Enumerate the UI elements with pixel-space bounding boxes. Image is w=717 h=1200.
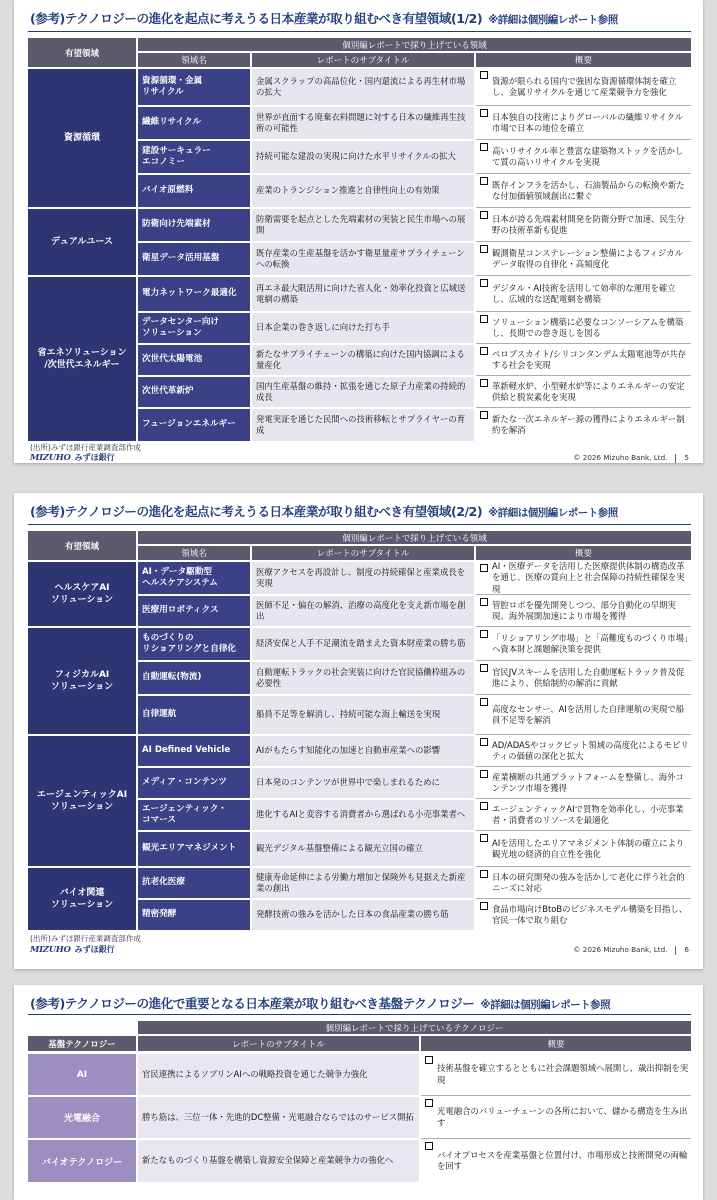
overview-text: 観測衛星コンステレーション整備によるフィジカルデータ取得の自律化・高頻度化 <box>492 247 684 269</box>
checkbox-bullet-icon <box>480 564 488 572</box>
mizuho-logo: MIZUHO みずほ銀行 <box>30 944 115 955</box>
page-number: 6 <box>684 945 689 954</box>
overview-cell <box>476 107 691 139</box>
slide-tech <box>14 985 703 1200</box>
header-overview: 概要 <box>476 546 691 560</box>
row-divider <box>476 798 691 799</box>
report-subtitle: 発電実証を通じた民間への技術移転とサプライヤーの育成 <box>252 409 474 441</box>
checkbox-bullet-icon <box>480 802 488 810</box>
overview-cell <box>476 868 691 898</box>
overview-text: バイオプロセスを産業基盤と位置付け、市場形成と技術開発の両輪を回す <box>437 1149 688 1171</box>
field-name: エージェンティック・ コマース <box>138 800 250 830</box>
category-cell: デュアルユース <box>28 209 136 275</box>
report-subtitle: 日本発のコンテンツが世界中で楽しまれるために <box>252 768 474 798</box>
checkbox-bullet-icon <box>480 245 488 253</box>
row-divider <box>476 241 691 242</box>
overview-cell <box>476 243 691 275</box>
report-subtitle: 医師不足・偏在の解消、治療の高度化を支え新市場を創出 <box>252 596 474 626</box>
overview-text: 官民JVスキームを活用した自動運転トラック普及促進により、供給制約の解消に貢献 <box>492 666 685 688</box>
checkbox-bullet-icon <box>480 738 488 746</box>
overview-text: 既存インフラを活かし、石油製品からの転換や新たな付加価値領域創出に繋ぐ <box>492 179 685 201</box>
row-divider <box>421 1138 691 1139</box>
checkbox-bullet-icon <box>480 71 488 79</box>
field-name: ものづくりの リショアリングと自律化 <box>138 628 250 660</box>
overview-text: 高度なセンサー、AIを活用した自律運航の実現で船員不足等を解消 <box>492 703 685 725</box>
row-divider <box>476 694 691 695</box>
row-divider <box>476 139 691 140</box>
report-subtitle: 防衛需要を起点とした先端素材の実装と民生市場への展開 <box>252 209 474 241</box>
report-subtitle: 世界が直面する廃棄衣料問題に対する日本の繊維再生技術の可能性 <box>252 107 474 139</box>
checkbox-bullet-icon <box>480 279 488 287</box>
report-subtitle: 進化するAIと変容する消費者から選ばれる小売事業者へ <box>252 800 474 830</box>
report-subtitle: 新たなものづくり基盤を構築し資源安全保障と産業競争力の強化へ <box>138 1140 419 1182</box>
header-name: 領域名 <box>138 546 250 560</box>
field-name: 次世代太陽電池 <box>138 345 250 375</box>
report-subtitle: AIがもたらす知能化の加速と自動車産業への影響 <box>252 736 474 766</box>
category-cell: 資源循環 <box>28 69 136 207</box>
overview-cell <box>476 313 691 343</box>
overview-cell <box>421 1140 691 1182</box>
report-subtitle: 国内生産基盤の維持・拡張を通じた原子力産業の持続的成長 <box>252 377 474 407</box>
overview-cell <box>476 562 691 594</box>
report-subtitle: 健康寿命延伸による労働力増加と保険外も見据えた新産業の創出 <box>252 868 474 898</box>
field-name: 建設サーキュラー エコノミー <box>138 141 250 173</box>
source-note: (出所)みずほ銀行産業調査部作成 <box>30 934 141 943</box>
header-subtitle: レポートのサブタイトル <box>138 1036 419 1051</box>
report-subtitle: 再エネ最大限活用に向けた省人化・効率化投資と広域送電網の構築 <box>252 277 474 311</box>
header-field: 基盤テクノロジー <box>28 1036 136 1051</box>
field-name: データセンター向け ソリューション <box>138 313 250 343</box>
header-overview: 概要 <box>476 53 691 67</box>
field-name: 医療用ロボティクス <box>138 596 250 626</box>
overview-cell <box>476 377 691 407</box>
category-cell: ヘルスケアAI ソリューション <box>28 562 136 626</box>
header-field: 有望領域 <box>28 531 136 560</box>
category-cell: フィジカルAI ソリューション <box>28 628 136 734</box>
category-cell: バイオ関連 ソリューション <box>28 868 136 930</box>
header-field: 有望領域 <box>28 38 136 67</box>
slide-title: (参考)テクノロジーの進化で重要となる日本産業が取り組むべき基盤テクノロジー ※詳細は個別編レポート参照 <box>30 996 611 1011</box>
row-divider <box>476 898 691 899</box>
technology-name: 光電融合 <box>28 1097 136 1138</box>
overview-text: 日本が誇る先端素材開発を防衛分野で加速、民生分野の技術革新も促進 <box>492 213 685 235</box>
overview-cell <box>476 768 691 798</box>
row-divider <box>476 105 691 106</box>
overview-text: ペロブスカイト/シリコンタンデム太陽電池等が共存する社会を実現 <box>492 348 686 370</box>
row-divider <box>476 275 691 276</box>
overview-cell <box>476 209 691 241</box>
row-divider <box>476 594 691 595</box>
overview-cell <box>421 1054 691 1095</box>
overview-text: 日本の研究開発の強みを活かして老化に伴う社会的ニーズに対応 <box>492 871 685 893</box>
overview-cell <box>476 596 691 626</box>
overview-text: エージェンティックAIで買物を効率化し、小売事業者・消費者のリソースを最適化 <box>492 803 684 825</box>
report-subtitle: 医療アクセスを再設計し、制度の持続確保と産業成長を実現 <box>252 562 474 594</box>
row-divider <box>476 766 691 767</box>
report-subtitle: 日本企業の巻き返しに向けた打ち手 <box>252 313 474 343</box>
report-subtitle: 新たなサプライチェーンの構築に向けた国内協調による量産化 <box>252 345 474 375</box>
row-divider <box>476 407 691 408</box>
overview-text: AD/ADASやコックピット領域の高度化によるモビリティの価値の深化と拡大 <box>492 739 689 761</box>
checkbox-bullet-icon <box>480 698 488 706</box>
overview-text: 新たな一次エネルギー源の獲得によりエネルギー制約を解消 <box>492 413 685 435</box>
overview-text: 光電融合のバリューチェーンの各所において、儲かる構造を生み出す <box>437 1106 688 1128</box>
overview-text: デジタル・AI技術を活用して効率的な運用を確立し、広域的な送配電網を構築 <box>492 282 676 304</box>
field-name: 衛星データ活用基盤 <box>138 243 250 275</box>
mizuho-logo: MIZUHO みずほ銀行 <box>30 452 115 463</box>
checkbox-bullet-icon <box>480 347 488 355</box>
row-divider <box>476 660 691 661</box>
slide-page-6 <box>14 493 703 969</box>
overview-cell <box>476 277 691 311</box>
checkbox-bullet-icon <box>480 411 488 419</box>
report-subtitle: 官民連携によるソブリンAIへの戦略投資を通じた競争力強化 <box>138 1054 419 1095</box>
report-subtitle: 経済安保と人手不足潮流を踏まえた資本財産業の勝ち筋 <box>252 628 474 660</box>
overview-text: 技術基盤を確立するとともに社会課題領域へ展開し、歳出抑制を実現 <box>437 1063 689 1085</box>
report-subtitle: 持続可能な建設の実現に向けた水平リサイクルの拡大 <box>252 141 474 173</box>
report-subtitle: 観光デジタル基盤整備による観光立国の確立 <box>252 832 474 866</box>
overview-cell <box>476 900 691 930</box>
overview-cell <box>476 800 691 830</box>
row-divider <box>476 375 691 376</box>
overview-text: 革新軽水炉、小型軽水炉等によりエネルギーの安定供給と脱炭素化を実現 <box>492 380 685 402</box>
checkbox-bullet-icon <box>480 211 488 219</box>
checkbox-bullet-icon <box>480 598 488 606</box>
field-name: 電力ネットワーク最適化 <box>138 277 250 311</box>
overview-cell <box>476 409 691 441</box>
overview-text: 日本独自の技術によりグローバルの繊維リサイクル市場で日本の地位を確立 <box>492 111 684 133</box>
checkbox-bullet-icon <box>480 902 488 910</box>
title-rule <box>28 524 691 525</box>
category-cell: エージェンティックAI ソリューション <box>28 736 136 866</box>
checkbox-bullet-icon <box>480 770 488 778</box>
row-divider <box>476 173 691 174</box>
overview-cell <box>476 696 691 734</box>
overview-text: 「リショアリング市場」と「高難度ものづくり市場」へ資本財と課題解決策を提供 <box>492 632 689 654</box>
row-divider <box>476 734 691 735</box>
footer-copyright: © 2026 Mizuho Bank, Ltd. 6 <box>573 945 689 954</box>
checkbox-bullet-icon <box>480 315 488 323</box>
header-group: 個別編レポートで採り上げている領域 <box>138 531 691 544</box>
header-group: 個別編レポートで採り上げている領域 <box>138 38 691 51</box>
field-name: 次世代革新炉 <box>138 377 250 407</box>
field-name: 資源循環・金属 リサイクル <box>138 69 250 105</box>
report-subtitle: 船員不足等を解消し、持続可能な海上輸送を実現 <box>252 696 474 734</box>
technology-name: バイオテクノロジー <box>28 1140 136 1182</box>
overview-text: 高いリサイクル率と豊富な建築物ストックを活かして質の高いリサイクルを実現 <box>492 145 684 167</box>
checkbox-bullet-icon <box>425 1142 433 1150</box>
report-subtitle: 既存産業の生産基盤を活かす衛星量産サプライチェーンへの転換 <box>252 243 474 275</box>
field-name: 精密発酵 <box>138 900 250 930</box>
overview-cell <box>476 662 691 694</box>
header-name: 領域名 <box>138 53 250 67</box>
technology-name: AI <box>28 1054 136 1095</box>
row-divider <box>476 866 691 867</box>
field-name: メディア・コンテンツ <box>138 768 250 798</box>
overview-cell <box>476 175 691 207</box>
checkbox-bullet-icon <box>480 177 488 185</box>
overview-cell <box>421 1097 691 1138</box>
checkbox-bullet-icon <box>425 1056 433 1064</box>
overview-cell <box>476 832 691 866</box>
row-divider <box>476 343 691 344</box>
checkbox-bullet-icon <box>480 143 488 151</box>
overview-text: AIを活用したエリアマネジメント体制の確立により観光地の経済的自立性を強化 <box>492 837 685 859</box>
row-divider <box>476 311 691 312</box>
field-name: 抗老化医療 <box>138 868 250 898</box>
overview-text: 食品市場向けBtoBのビジネスモデル構築を目指し、官民一体で取り組む <box>492 903 688 925</box>
slide-title: (参考)テクノロジーの進化を起点に考えうる日本産業が取り組むべき有望領域(1/2) ※詳細は個別編レポート参照 <box>30 11 618 26</box>
slide-page-5 <box>14 0 703 463</box>
overview-cell <box>476 69 691 105</box>
title-rule <box>28 31 691 32</box>
report-subtitle: 産業のトランジション推進と自律性向上の有効策 <box>252 175 474 207</box>
field-name: 自動運転(物流) <box>138 662 250 694</box>
field-name: 自律運航 <box>138 696 250 734</box>
overview-text: ソリューション構築に必要なコンソーシアムを構築し、長期での巻き返しを図る <box>492 316 684 338</box>
checkbox-bullet-icon <box>480 630 488 638</box>
field-name: バイオ原燃料 <box>138 175 250 207</box>
page-number: 5 <box>684 453 689 462</box>
overview-cell <box>476 345 691 375</box>
checkbox-bullet-icon <box>480 379 488 387</box>
report-subtitle: 自動運転トラックの社会実装に向けた官民協働枠組みの必要性 <box>252 662 474 694</box>
checkbox-bullet-icon <box>480 834 488 842</box>
overview-text: 産業横断の共通プラットフォームを整備し、海外コンテンツ市場を獲得 <box>492 771 684 793</box>
header-subtitle: レポートのサブタイトル <box>252 546 474 560</box>
field-name: 繊維リサイクル <box>138 107 250 139</box>
field-name: フュージョンエネルギー <box>138 409 250 441</box>
checkbox-bullet-icon <box>425 1099 433 1107</box>
title-rule <box>28 1014 691 1015</box>
report-subtitle: 勝ち筋は、三位一体・先進的DC整備・光電融合ならではのサービス開拓 <box>138 1097 419 1138</box>
field-name: 防衛向け先端素材 <box>138 209 250 241</box>
overview-text: 管腔ロボを優先開発しつつ、部分自動化の早期実現、海外展開加速により市場を獲得 <box>492 599 676 621</box>
row-divider <box>476 207 691 208</box>
category-cell: 省エネソリューション /次世代エネルギー <box>28 277 136 441</box>
row-divider <box>476 626 691 627</box>
checkbox-bullet-icon <box>480 664 488 672</box>
footer-copyright: © 2026 Mizuho Bank, Ltd. 5 <box>573 453 689 462</box>
header-group: 個別編レポートで採り上げているテクノロジー <box>138 1021 691 1034</box>
overview-cell <box>476 736 691 766</box>
overview-text: 資源が限られる国内で強固な資源循環体制を確立し、金属リサイクルを通じて産業競争力を強化 <box>492 75 677 97</box>
field-name: 観光エリアマネジメント <box>138 832 250 866</box>
header-subtitle: レポートのサブタイトル <box>252 53 474 67</box>
field-name: AI Defined Vehicle <box>138 736 250 766</box>
checkbox-bullet-icon <box>480 870 488 878</box>
source-note: (出所)みずほ銀行産業調査部作成 <box>30 443 141 452</box>
header-overview: 概要 <box>421 1036 691 1051</box>
report-subtitle: 発酵技術の強みを活かした日本の食品産業の勝ち筋 <box>252 900 474 930</box>
overview-text: AI・医療データを活用した医療提供体制の構造改革を通じ、医療の質向上と社会保障の持続性確保を実現 <box>492 560 685 594</box>
slide-title: (参考)テクノロジーの進化を起点に考えうる日本産業が取り組むべき有望領域(2/2) ※詳細は個別編レポート参照 <box>30 504 618 519</box>
row-divider <box>421 1095 691 1096</box>
field-name: AI・データ駆動型 ヘルスケアシステム <box>138 562 250 594</box>
overview-cell <box>476 628 691 660</box>
row-divider <box>476 830 691 831</box>
checkbox-bullet-icon <box>480 109 488 117</box>
overview-cell <box>476 141 691 173</box>
report-subtitle: 金属スクラップの高品位化・国内還流による再生材市場の拡大 <box>252 69 474 105</box>
